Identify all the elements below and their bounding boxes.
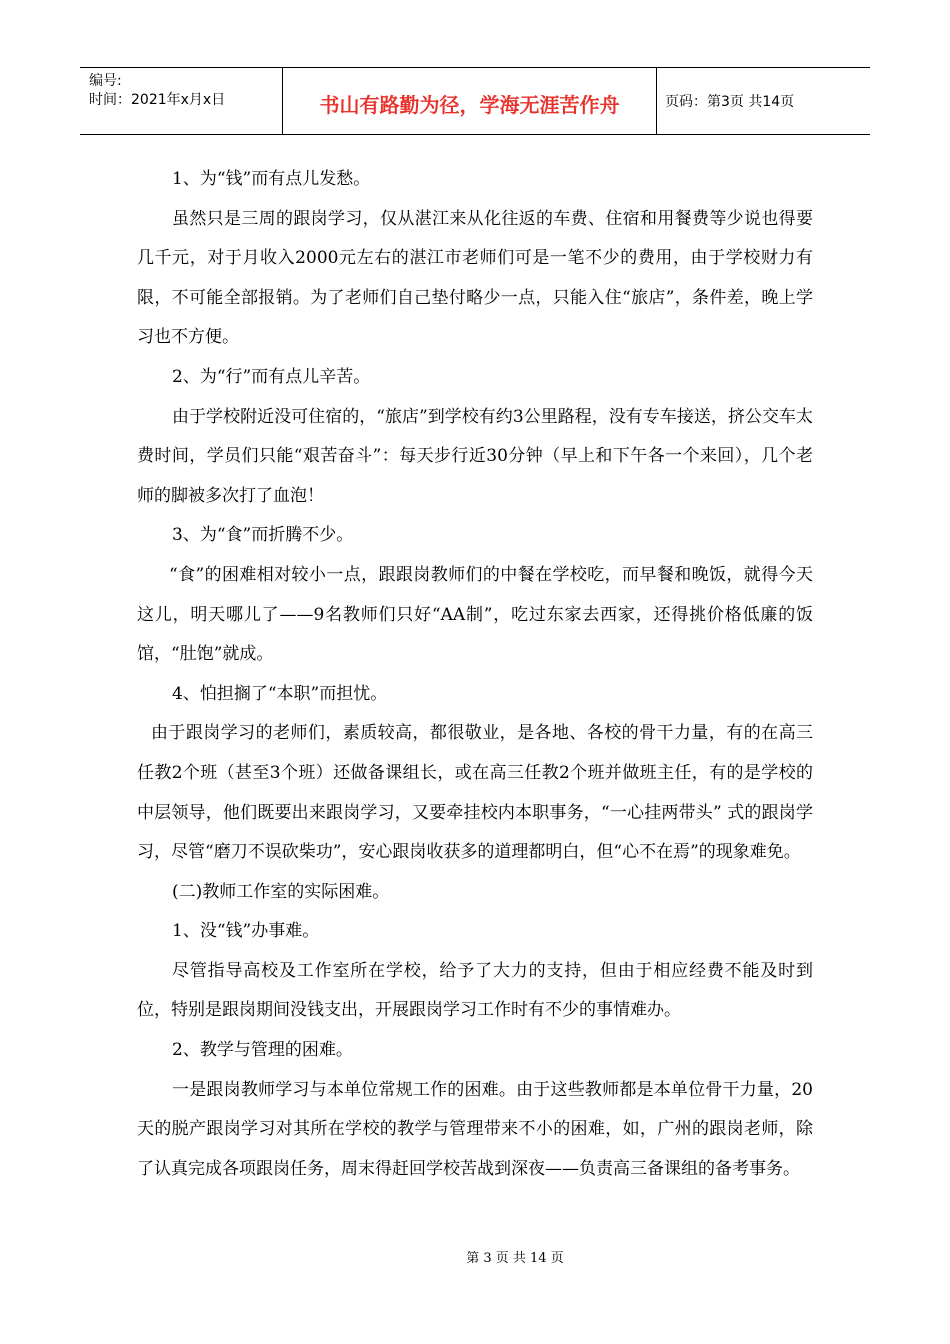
paragraph: 2、教学与管理的困难。 xyxy=(172,1040,353,1061)
paragraph: 4、怕担搁了“本职”而担忧。 xyxy=(172,683,388,704)
header-motto: 书山有路勤为径，学海无涯苦作舟 xyxy=(283,68,657,134)
paragraph: 1、没“钱”办事难。 xyxy=(172,921,320,942)
paragraph: 1、为“钱”而有点儿发愁。 xyxy=(172,169,371,189)
page-header xyxy=(80,67,870,135)
paragraph: 3、为“食”而折腾不少。 xyxy=(172,525,354,546)
document-date: 时间：2021年x月x日 xyxy=(89,92,226,108)
header-page-info: 页码：第3页 共14页 xyxy=(665,94,795,110)
paragraph: “食”的困难相对较小一点，跟跟岗教师们的中餐在学校吃，而早餐和晚饭，就得今天这儿，明天哪儿了——9名教师们只好“AA制”，吃过东家去西家，还得挑价格低廉的饭馆，“肚饱”就成。 xyxy=(137,564,813,665)
page-footer: 第 3 页 共 14 页 xyxy=(466,1251,564,1266)
paragraph: 虽然只是三周的跟岗学习，仅从湛江来从化往返的车费、住宿和用餐费等少说也得要几千元，对于月收入2000元左右的湛江市老师们可是一笔不少的费用，由于学校财力有限，不可能全部报销。为了老师们自己垫付略少一点，只能入住“旅店”，条件差，晚上学习也不方便。 xyxy=(137,208,813,348)
paragraph: 由于学校附近没可住宿的，“旅店”到学校有约3公里路程，没有专车接送，挤公交车太费时间，学员们只能“艰苦奋斗”：每天步行近30分钟（早上和下午各一个来回），几个老师的脚被多次打了血泡！ xyxy=(137,406,813,506)
paragraph: 由于跟岗学习的老师们，素质较高，都很敬业，是各地、各校的骨干力量，有的在高三任教2个班（甚至3个班）还做备课组长，或在高三任教2个班并做班主任，有的是学校的中层领导，他们既要出来跟岗学习，又要牵挂校内本职事务，“一心挂两带头” 式的跟岗学习，尽管“磨刀不误砍柴功”，安心跟岗收获多的道理都明白，但“心不在焉”的现象难免。 xyxy=(137,723,813,863)
paragraph: 尽管指导高校及工作室所在学校，给予了大力的支持，但由于相应经费不能及时到位，特别是跟岗期间没钱支出，开展跟岗学习工作时有不少的事情难办。 xyxy=(137,960,813,1021)
paragraph: (二)教师工作室的实际困难。 xyxy=(172,881,390,902)
header-meta xyxy=(80,68,283,134)
document-number: 编号: xyxy=(89,73,122,89)
paragraph: 一是跟岗教师学习与本单位常规工作的困难。由于这些教师都是本单位骨干力量，20天的脱产跟岗学习对其所在学校的教学与管理带来不小的困难，如，广州的跟岗老师，除了认真完成各项跟岗任务，周末得赶回学校苦战到深夜——负责高三备课组的备考事务。 xyxy=(137,1079,813,1179)
paragraph: 2、为“行”而有点儿辛苦。 xyxy=(172,366,371,387)
document-body xyxy=(137,160,813,1189)
